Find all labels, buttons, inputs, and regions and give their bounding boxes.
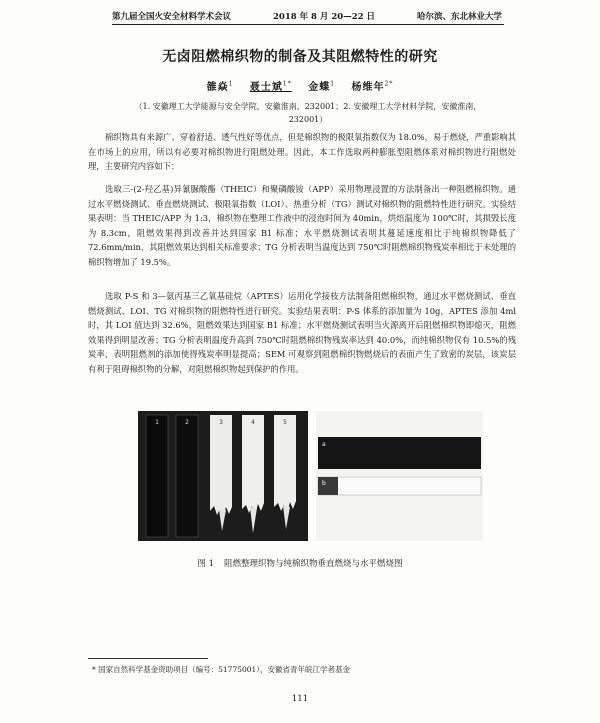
strip-label: 2 bbox=[185, 419, 189, 426]
author: 雒焱$^1$ bbox=[206, 80, 234, 93]
figure-photo bbox=[138, 411, 483, 541]
fabric-strip-b-treated bbox=[318, 477, 481, 495]
author: 金蝶$^1$ bbox=[308, 80, 336, 93]
strip-label: 4 bbox=[251, 419, 255, 426]
fabric-strip-treated bbox=[242, 415, 264, 515]
footnote: * 国家自然科学基金资助项目（编号：51775001），安徽省青年皖江学者基金 bbox=[92, 665, 351, 674]
strip-label: b bbox=[322, 480, 326, 487]
author: 杨维年$^{2*}$ bbox=[351, 80, 394, 93]
fabric-strip-b-burned-end bbox=[318, 477, 338, 495]
body-paragraph: 选取 P-S 和 3—氨丙基三乙氧基硅烷（APTES）运用化学接枝方法制备阻燃棉织物，通过水平燃烧测试、垂直燃烧测试、LOI、TG 对棉织物的阻燃特性进行研究。实验结果表明：P-S 体系的添加量为 10g，APTES 添加 4ml 时，其 LOI 值达到 32.6%，阻燃效果达到国家 B1 标准；水平燃烧测试表明当火源离开后阻燃棉织物即熄灭，阻燃效果得到明显改善；TG 分析表明温度升高到 750℃时阻燃棉织物残炭率达到 40.0%，而纯棉织物仅有 10.5%的残炭率，表明阻燃剂的添加使得残炭率明显提高；SEM 可观察到阻燃棉织物燃烧后的表面产生了致密的炭层，该炭层有利于阻碍棉织物的分解，对阻燃棉织物起到保护的作用。 bbox=[88, 291, 516, 374]
paper-title: 无卤阻燃棉织物的制备及其阻燃特性的研究 bbox=[162, 49, 438, 65]
fabric-strip-treated bbox=[274, 415, 296, 514]
horizontal-test-background bbox=[316, 411, 483, 541]
header-venue: 哈尔滨、东北林业大学 bbox=[416, 12, 502, 22]
running-header bbox=[112, 10, 502, 22]
strip-label: 1 bbox=[155, 419, 159, 426]
page-number: 111 bbox=[291, 694, 309, 704]
fabric-strip-a-charred bbox=[318, 437, 481, 469]
affiliation: （1. 安徽理工大学能源与安全学院，安徽淮南，232001；2. 安徽理工大学材料学院，安徽淮南，232001） bbox=[134, 102, 482, 124]
fabric-strip-charred bbox=[146, 415, 168, 537]
author: 聂士斌$^{1*}$ bbox=[249, 80, 292, 93]
footnote-rule bbox=[88, 658, 208, 659]
strip-label: 3 bbox=[219, 419, 223, 426]
fabric-strip-charred bbox=[176, 415, 198, 537]
body-paragraph: 选取三-(2-羟乙基)异氰脲酸酯（THEIC）和聚磷酸铵（APP）采用物理浸置的方法制备出一种阻燃棉织物。通过水平燃烧测试、垂直燃烧测试、极限氧指数（LOI）、热重分析（TG）测试对棉织物的阻燃特性进行研究。实验结果表明：当 THEIC/APP 为 1:3，棉织物在整理工作液中的浸泡时间为 40min，烘焙温度为 100℃时，其损毁长度为 8.3cm，阻燃效果得到改善并达到国家 B1 标准；水平燃烧测试表明其蔓延速度相比于纯棉织物降低了 72.6mm/min，其阻燃效果达到相关标准要求；TG 分析表明当温度达到 750℃时阻燃棉织物残炭率相比于未处理的棉织物增加了 19.5%。 bbox=[88, 184, 516, 267]
header-conference: 第九届全国火安全材料学术会议 bbox=[112, 12, 232, 22]
fabric-strip-treated bbox=[210, 415, 232, 518]
author-list bbox=[0, 78, 600, 93]
figure-number: 图 1 bbox=[197, 559, 215, 569]
figure-caption-text: 阻燃整理织物与纯棉织物垂直燃烧与水平燃烧图 bbox=[224, 559, 403, 569]
body-paragraph: 棉织物具有来源广、穿着舒适、透气性好等优点，但是棉织物的极限氧指数仅为 18.0%，易于燃烧，严重影响其在市场上的应用，所以有必要对棉织物进行阻燃处理。因此，本工作选取两种膨胀型阻燃体系对棉织物进行阻燃处理，主要研究内容如下： bbox=[88, 132, 516, 171]
fabric-burn-photo bbox=[138, 411, 483, 541]
strip-label: a bbox=[322, 441, 326, 448]
header-date: 2018 年 8 月 20—22 日 bbox=[272, 12, 376, 22]
header-rule bbox=[112, 24, 504, 25]
figure-caption bbox=[0, 557, 600, 569]
strip-label: 5 bbox=[283, 419, 287, 426]
